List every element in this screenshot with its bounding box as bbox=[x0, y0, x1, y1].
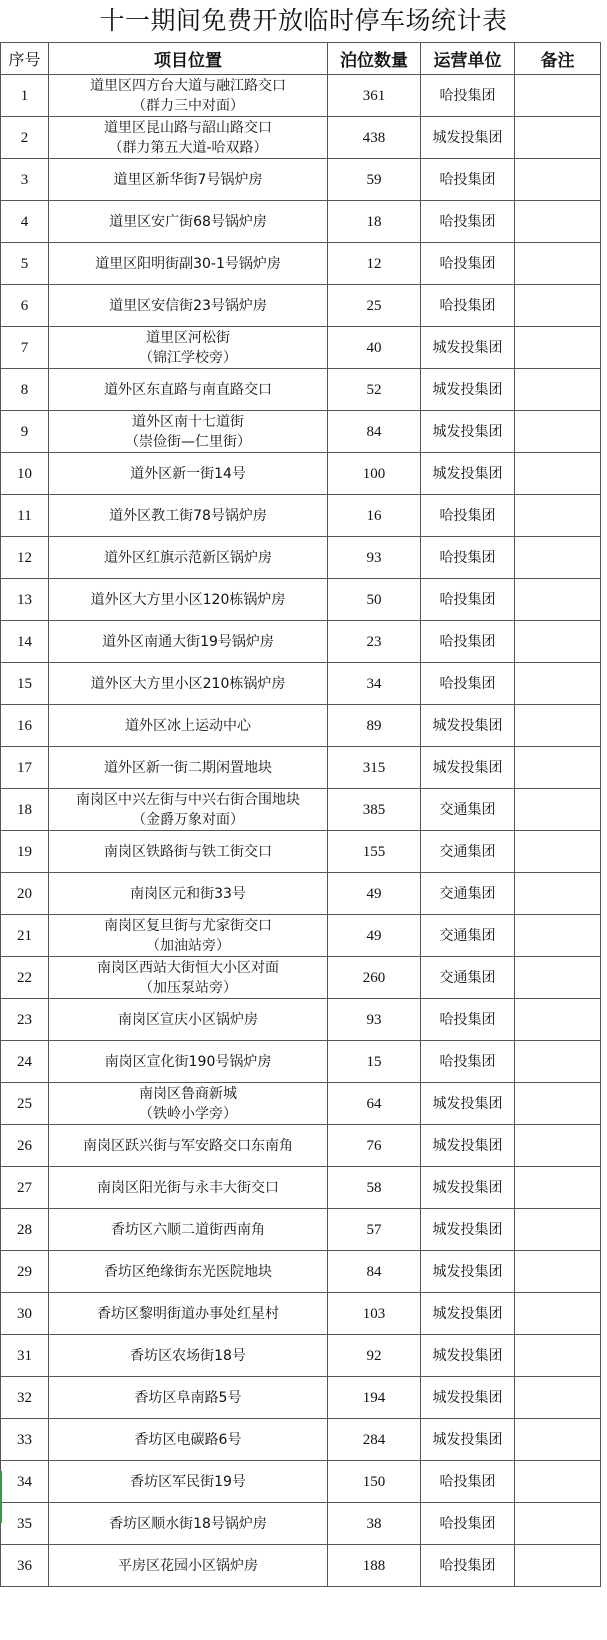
table-row bbox=[1, 663, 601, 705]
table-row bbox=[1, 831, 601, 873]
location-line: 南岗区鲁商新城 bbox=[139, 1085, 237, 1102]
cell-serial-number: 19 bbox=[1, 831, 49, 873]
cell-parking-spaces: 25 bbox=[328, 285, 421, 327]
cell-remark bbox=[515, 999, 601, 1041]
cell-location bbox=[49, 1209, 328, 1251]
cell-operator: 城发投集团 bbox=[421, 1335, 515, 1377]
cell-location bbox=[49, 1377, 328, 1419]
location-line: 平房区花园小区锅炉房 bbox=[118, 1557, 258, 1574]
cell-serial-number: 13 bbox=[1, 579, 49, 621]
cell-serial-number: 16 bbox=[1, 705, 49, 747]
cell-operator: 哈投集团 bbox=[421, 1041, 515, 1083]
cell-serial-number: 15 bbox=[1, 663, 49, 705]
cell-serial-number: 8 bbox=[1, 369, 49, 411]
cell-location bbox=[49, 1251, 328, 1293]
cell-location bbox=[49, 117, 328, 159]
cell-serial-number: 11 bbox=[1, 495, 49, 537]
cell-parking-spaces: 385 bbox=[328, 789, 421, 831]
cell-location bbox=[49, 621, 328, 663]
cell-serial-number: 12 bbox=[1, 537, 49, 579]
cell-parking-spaces: 59 bbox=[328, 159, 421, 201]
location-line: 香坊区六顺二道街西南角 bbox=[111, 1221, 265, 1238]
location-line: 道外区南十七道街 bbox=[132, 413, 244, 430]
cell-remark bbox=[515, 621, 601, 663]
cell-operator: 城发投集团 bbox=[421, 1125, 515, 1167]
table-row bbox=[1, 1293, 601, 1335]
cell-location bbox=[49, 915, 328, 957]
table-row bbox=[1, 1419, 601, 1461]
table-row bbox=[1, 789, 601, 831]
table-row bbox=[1, 1545, 601, 1587]
cell-remark bbox=[515, 285, 601, 327]
cell-operator: 交通集团 bbox=[421, 915, 515, 957]
cell-parking-spaces: 92 bbox=[328, 1335, 421, 1377]
cell-parking-spaces: 64 bbox=[328, 1083, 421, 1125]
table-row bbox=[1, 747, 601, 789]
cell-operator: 城发投集团 bbox=[421, 1209, 515, 1251]
table-row bbox=[1, 1335, 601, 1377]
table-row bbox=[1, 327, 601, 369]
cell-location bbox=[49, 663, 328, 705]
cell-serial-number: 7 bbox=[1, 327, 49, 369]
cell-remark bbox=[515, 537, 601, 579]
cell-serial-number: 23 bbox=[1, 999, 49, 1041]
table-row bbox=[1, 117, 601, 159]
table-row bbox=[1, 957, 601, 999]
cell-serial-number: 24 bbox=[1, 1041, 49, 1083]
location-line: 南岗区跃兴街与军安路交口东南角 bbox=[83, 1137, 293, 1154]
cell-remark bbox=[515, 159, 601, 201]
cell-location bbox=[49, 957, 328, 999]
cell-location bbox=[49, 873, 328, 915]
location-line: 香坊区绝缘街东光医院地块 bbox=[104, 1263, 272, 1280]
cell-parking-spaces: 100 bbox=[328, 453, 421, 495]
location-note: （加油站旁） bbox=[146, 937, 230, 954]
cell-serial-number: 22 bbox=[1, 957, 49, 999]
cell-operator: 城发投集团 bbox=[421, 117, 515, 159]
cell-parking-spaces: 40 bbox=[328, 327, 421, 369]
cell-serial-number: 20 bbox=[1, 873, 49, 915]
cell-operator: 哈投集团 bbox=[421, 579, 515, 621]
cell-serial-number: 28 bbox=[1, 1209, 49, 1251]
location-line: 香坊区军民街19号 bbox=[130, 1473, 246, 1490]
header-location: 项目位置 bbox=[49, 43, 328, 75]
cell-location bbox=[49, 201, 328, 243]
cell-remark bbox=[515, 1545, 601, 1587]
cell-operator: 哈投集团 bbox=[421, 663, 515, 705]
cell-location bbox=[49, 1167, 328, 1209]
table-row bbox=[1, 369, 601, 411]
table-body bbox=[1, 75, 601, 1587]
cell-parking-spaces: 15 bbox=[328, 1041, 421, 1083]
cell-location bbox=[49, 369, 328, 411]
table-row bbox=[1, 1377, 601, 1419]
cell-remark bbox=[515, 705, 601, 747]
cell-remark bbox=[515, 1419, 601, 1461]
location-note: （崇俭街—仁里街） bbox=[125, 433, 251, 450]
cell-remark bbox=[515, 1083, 601, 1125]
location-note: （铁岭小学旁） bbox=[139, 1105, 237, 1122]
cell-parking-spaces: 34 bbox=[328, 663, 421, 705]
cell-location bbox=[49, 1503, 328, 1545]
location-line: 道外区冰上运动中心 bbox=[125, 717, 251, 734]
location-line: 香坊区阜南路5号 bbox=[134, 1389, 242, 1406]
cell-parking-spaces: 57 bbox=[328, 1209, 421, 1251]
cell-operator: 哈投集团 bbox=[421, 1503, 515, 1545]
cell-location bbox=[49, 453, 328, 495]
cell-remark bbox=[515, 411, 601, 453]
cell-operator: 哈投集团 bbox=[421, 537, 515, 579]
location-line: 道外区大方里小区120栋锅炉房 bbox=[90, 591, 286, 608]
cell-parking-spaces: 84 bbox=[328, 1251, 421, 1293]
cell-serial-number: 35 bbox=[1, 1503, 49, 1545]
cell-serial-number: 31 bbox=[1, 1335, 49, 1377]
location-line: 南岗区元和街33号 bbox=[130, 885, 246, 902]
cell-location bbox=[49, 537, 328, 579]
cell-serial-number: 14 bbox=[1, 621, 49, 663]
location-line: 道外区东直路与南直路交口 bbox=[104, 381, 272, 398]
table-row bbox=[1, 243, 601, 285]
cell-operator: 哈投集团 bbox=[421, 621, 515, 663]
location-line: 道里区安信街23号锅炉房 bbox=[109, 297, 267, 314]
cell-parking-spaces: 284 bbox=[328, 1419, 421, 1461]
location-line: 道里区四方台大道与融江路交口 bbox=[90, 77, 286, 94]
cell-serial-number: 30 bbox=[1, 1293, 49, 1335]
cell-remark bbox=[515, 747, 601, 789]
cell-parking-spaces: 150 bbox=[328, 1461, 421, 1503]
cell-remark bbox=[515, 831, 601, 873]
cell-serial-number: 25 bbox=[1, 1083, 49, 1125]
location-line: 南岗区复旦街与尤家街交口 bbox=[104, 917, 272, 934]
cell-operator: 城发投集团 bbox=[421, 369, 515, 411]
cell-serial-number: 29 bbox=[1, 1251, 49, 1293]
table-row bbox=[1, 579, 601, 621]
cell-parking-spaces: 49 bbox=[328, 915, 421, 957]
cell-remark bbox=[515, 495, 601, 537]
location-line: 香坊区农场街18号 bbox=[130, 1347, 246, 1364]
cell-parking-spaces: 315 bbox=[328, 747, 421, 789]
cell-operator: 交通集团 bbox=[421, 873, 515, 915]
table-row bbox=[1, 1125, 601, 1167]
cell-operator: 城发投集团 bbox=[421, 747, 515, 789]
cell-serial-number: 33 bbox=[1, 1419, 49, 1461]
cell-operator: 哈投集团 bbox=[421, 159, 515, 201]
cell-parking-spaces: 188 bbox=[328, 1545, 421, 1587]
cell-location bbox=[49, 285, 328, 327]
cell-serial-number: 18 bbox=[1, 789, 49, 831]
cell-location bbox=[49, 1335, 328, 1377]
location-line: 香坊区黎明街道办事处红星村 bbox=[97, 1305, 279, 1322]
cell-parking-spaces: 194 bbox=[328, 1377, 421, 1419]
cell-serial-number: 17 bbox=[1, 747, 49, 789]
table-header-row bbox=[1, 43, 601, 75]
cell-location bbox=[49, 1461, 328, 1503]
cell-parking-spaces: 38 bbox=[328, 1503, 421, 1545]
row-edge-marker bbox=[0, 1471, 2, 1523]
cell-parking-spaces: 438 bbox=[328, 117, 421, 159]
cell-parking-spaces: 155 bbox=[328, 831, 421, 873]
cell-operator: 城发投集团 bbox=[421, 1293, 515, 1335]
location-line: 南岗区宣庆小区锅炉房 bbox=[118, 1011, 258, 1028]
cell-remark bbox=[515, 1125, 601, 1167]
table-row bbox=[1, 705, 601, 747]
cell-location bbox=[49, 243, 328, 285]
table-row bbox=[1, 915, 601, 957]
cell-remark bbox=[515, 1209, 601, 1251]
header-remark: 备注 bbox=[515, 43, 601, 75]
cell-remark bbox=[515, 117, 601, 159]
table-row bbox=[1, 453, 601, 495]
cell-remark bbox=[515, 1503, 601, 1545]
cell-operator: 城发投集团 bbox=[421, 1167, 515, 1209]
cell-serial-number: 4 bbox=[1, 201, 49, 243]
cell-operator: 交通集团 bbox=[421, 957, 515, 999]
table-row bbox=[1, 1503, 601, 1545]
location-line: 道里区新华街7号锅炉房 bbox=[113, 171, 263, 188]
cell-parking-spaces: 52 bbox=[328, 369, 421, 411]
cell-remark bbox=[515, 1293, 601, 1335]
cell-operator: 城发投集团 bbox=[421, 1083, 515, 1125]
cell-serial-number: 21 bbox=[1, 915, 49, 957]
cell-remark bbox=[515, 369, 601, 411]
location-line: 道外区教工街78号锅炉房 bbox=[109, 507, 267, 524]
cell-operator: 哈投集团 bbox=[421, 1545, 515, 1587]
table-row bbox=[1, 873, 601, 915]
cell-operator: 交通集团 bbox=[421, 831, 515, 873]
table-row bbox=[1, 1461, 601, 1503]
location-line: 道外区红旗示范新区锅炉房 bbox=[104, 549, 272, 566]
cell-serial-number: 27 bbox=[1, 1167, 49, 1209]
cell-operator: 城发投集团 bbox=[421, 705, 515, 747]
cell-location bbox=[49, 495, 328, 537]
location-line: 香坊区电碳路6号 bbox=[134, 1431, 242, 1448]
location-note: （群力三中对面） bbox=[132, 97, 244, 114]
table-row bbox=[1, 1251, 601, 1293]
cell-remark bbox=[515, 201, 601, 243]
cell-remark bbox=[515, 1461, 601, 1503]
cell-parking-spaces: 16 bbox=[328, 495, 421, 537]
cell-remark bbox=[515, 873, 601, 915]
location-line: 南岗区铁路街与铁工街交口 bbox=[104, 843, 272, 860]
cell-remark bbox=[515, 1041, 601, 1083]
cell-serial-number: 34 bbox=[1, 1461, 49, 1503]
location-line: 南岗区西站大街恒大小区对面 bbox=[97, 959, 279, 976]
cell-remark bbox=[515, 579, 601, 621]
cell-remark bbox=[515, 1335, 601, 1377]
table-row bbox=[1, 1209, 601, 1251]
cell-parking-spaces: 50 bbox=[328, 579, 421, 621]
table-row bbox=[1, 1041, 601, 1083]
cell-operator: 哈投集团 bbox=[421, 285, 515, 327]
cell-remark bbox=[515, 453, 601, 495]
cell-parking-spaces: 23 bbox=[328, 621, 421, 663]
cell-parking-spaces: 103 bbox=[328, 1293, 421, 1335]
cell-operator: 交通集团 bbox=[421, 789, 515, 831]
cell-operator: 哈投集团 bbox=[421, 495, 515, 537]
cell-parking-spaces: 18 bbox=[328, 201, 421, 243]
cell-location bbox=[49, 789, 328, 831]
table-row bbox=[1, 999, 601, 1041]
cell-location bbox=[49, 1083, 328, 1125]
cell-operator: 城发投集团 bbox=[421, 1377, 515, 1419]
location-line: 道外区新一街二期闲置地块 bbox=[104, 759, 272, 776]
location-note: （锦江学校旁） bbox=[139, 349, 237, 366]
location-line: 道外区南通大街19号锅炉房 bbox=[102, 633, 274, 650]
cell-remark bbox=[515, 915, 601, 957]
cell-operator: 哈投集团 bbox=[421, 1461, 515, 1503]
cell-location bbox=[49, 1293, 328, 1335]
cell-operator: 哈投集团 bbox=[421, 999, 515, 1041]
cell-parking-spaces: 89 bbox=[328, 705, 421, 747]
cell-parking-spaces: 58 bbox=[328, 1167, 421, 1209]
cell-parking-spaces: 12 bbox=[328, 243, 421, 285]
cell-serial-number: 36 bbox=[1, 1545, 49, 1587]
location-note: （加压泵站旁） bbox=[139, 979, 237, 996]
cell-parking-spaces: 93 bbox=[328, 537, 421, 579]
cell-parking-spaces: 76 bbox=[328, 1125, 421, 1167]
cell-serial-number: 3 bbox=[1, 159, 49, 201]
cell-serial-number: 32 bbox=[1, 1377, 49, 1419]
cell-remark bbox=[515, 957, 601, 999]
table-row bbox=[1, 159, 601, 201]
cell-operator: 城发投集团 bbox=[421, 411, 515, 453]
cell-location bbox=[49, 705, 328, 747]
cell-location bbox=[49, 1419, 328, 1461]
cell-location bbox=[49, 75, 328, 117]
location-line: 道外区新一街14号 bbox=[130, 465, 246, 482]
cell-serial-number: 10 bbox=[1, 453, 49, 495]
location-note: （群力第五大道-哈双路） bbox=[108, 139, 268, 156]
table-row bbox=[1, 411, 601, 453]
cell-location bbox=[49, 831, 328, 873]
table-row bbox=[1, 1083, 601, 1125]
location-note: （金爵万象对面） bbox=[132, 811, 244, 828]
cell-location bbox=[49, 1125, 328, 1167]
cell-location bbox=[49, 411, 328, 453]
location-line: 南岗区宣化街190号锅炉房 bbox=[104, 1053, 272, 1070]
location-line: 道里区阳明街副30-1号锅炉房 bbox=[95, 255, 281, 272]
table-row bbox=[1, 201, 601, 243]
cell-parking-spaces: 93 bbox=[328, 999, 421, 1041]
cell-remark bbox=[515, 789, 601, 831]
cell-serial-number: 2 bbox=[1, 117, 49, 159]
cell-operator: 城发投集团 bbox=[421, 1251, 515, 1293]
table-row bbox=[1, 75, 601, 117]
location-line: 道里区安广街68号锅炉房 bbox=[109, 213, 267, 230]
cell-remark bbox=[515, 1251, 601, 1293]
header-serial-number: 序号 bbox=[1, 43, 49, 75]
table-row bbox=[1, 1167, 601, 1209]
cell-operator: 城发投集团 bbox=[421, 327, 515, 369]
header-operator: 运营单位 bbox=[421, 43, 515, 75]
cell-serial-number: 6 bbox=[1, 285, 49, 327]
cell-remark bbox=[515, 1167, 601, 1209]
cell-location bbox=[49, 1041, 328, 1083]
page-title: 十一期间免费开放临时停车场统计表 bbox=[99, 6, 508, 35]
cell-parking-spaces: 361 bbox=[328, 75, 421, 117]
cell-operator: 哈投集团 bbox=[421, 201, 515, 243]
cell-serial-number: 5 bbox=[1, 243, 49, 285]
cell-operator: 城发投集团 bbox=[421, 453, 515, 495]
cell-remark bbox=[515, 663, 601, 705]
cell-location bbox=[49, 1545, 328, 1587]
cell-operator: 城发投集团 bbox=[421, 1419, 515, 1461]
cell-parking-spaces: 84 bbox=[328, 411, 421, 453]
location-line: 香坊区顺水街18号锅炉房 bbox=[109, 1515, 267, 1532]
cell-remark bbox=[515, 243, 601, 285]
cell-location bbox=[49, 579, 328, 621]
cell-location bbox=[49, 999, 328, 1041]
table-row bbox=[1, 537, 601, 579]
table-row bbox=[1, 285, 601, 327]
cell-serial-number: 1 bbox=[1, 75, 49, 117]
table-row bbox=[1, 495, 601, 537]
cell-parking-spaces: 49 bbox=[328, 873, 421, 915]
cell-remark bbox=[515, 1377, 601, 1419]
location-line: 道外区大方里小区210栋锅炉房 bbox=[90, 675, 286, 692]
cell-remark bbox=[515, 75, 601, 117]
location-line: 南岗区中兴左街与中兴右街合围地块 bbox=[76, 791, 300, 808]
cell-parking-spaces: 260 bbox=[328, 957, 421, 999]
cell-location bbox=[49, 327, 328, 369]
location-line: 道里区昆山路与韶山路交口 bbox=[104, 119, 272, 136]
cell-operator: 哈投集团 bbox=[421, 75, 515, 117]
cell-location bbox=[49, 747, 328, 789]
header-parking-spaces: 泊位数量 bbox=[328, 43, 421, 75]
location-line: 南岗区阳光街与永丰大街交口 bbox=[97, 1179, 279, 1196]
cell-serial-number: 9 bbox=[1, 411, 49, 453]
parking-table bbox=[0, 42, 601, 1587]
location-line: 道里区河松街 bbox=[146, 329, 230, 346]
cell-location bbox=[49, 159, 328, 201]
cell-serial-number: 26 bbox=[1, 1125, 49, 1167]
table-row bbox=[1, 621, 601, 663]
cell-operator: 哈投集团 bbox=[421, 243, 515, 285]
cell-remark bbox=[515, 327, 601, 369]
